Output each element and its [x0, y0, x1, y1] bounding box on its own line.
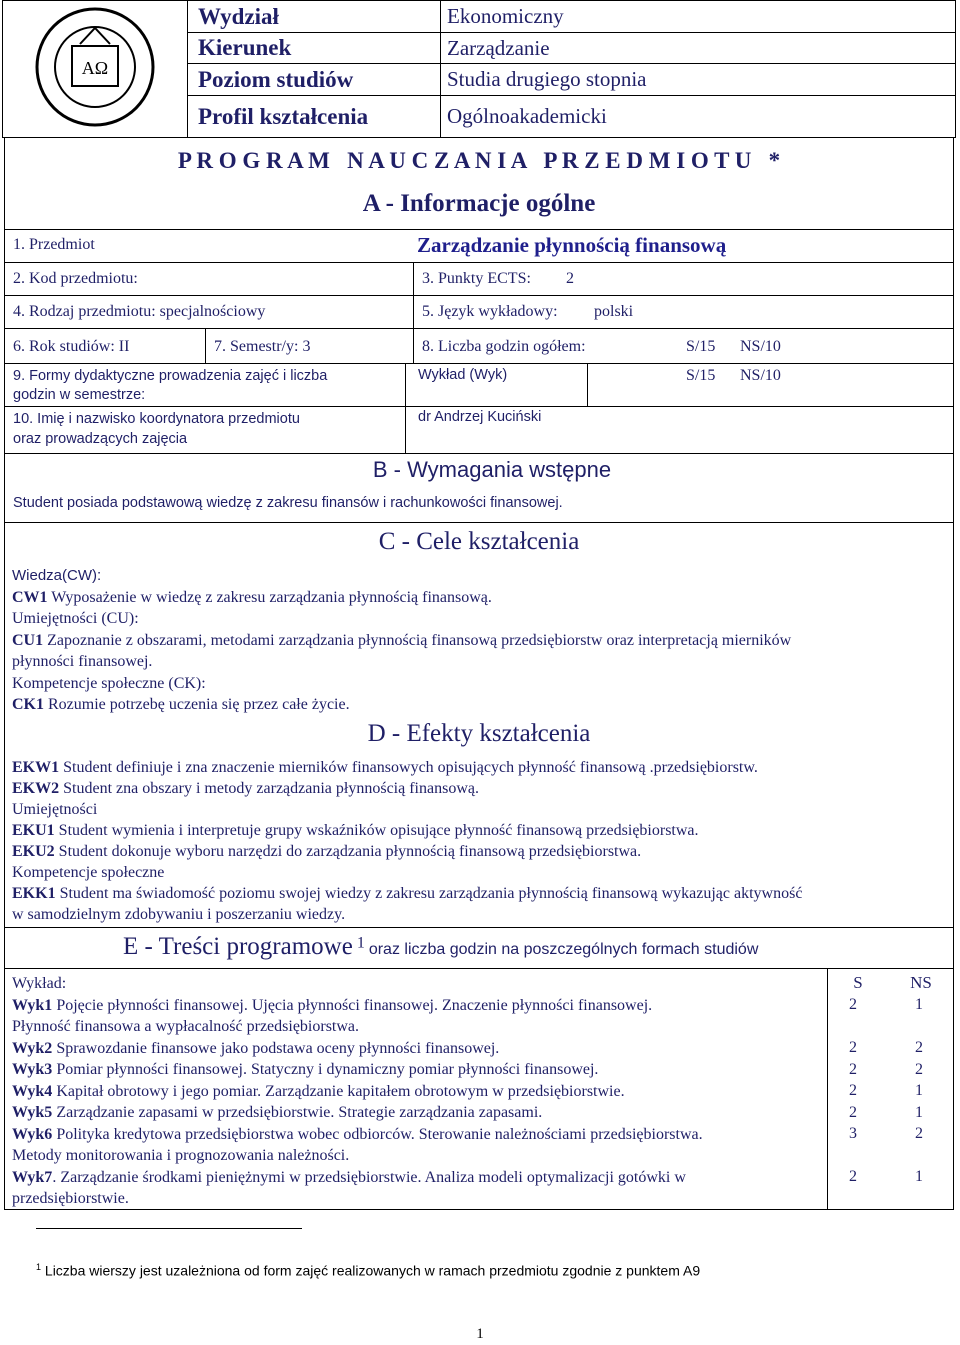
ns-value: 2 [915, 1125, 923, 1142]
list-item: EKK1 Student ma świadomość poziomu swojej wiedzy z zakresu zarządzania płynnością finansową wykazując aktywność [12, 885, 803, 902]
s-value: 2 [849, 1103, 857, 1121]
hours-s: S/15 [686, 338, 716, 355]
ns-value: 2 [915, 1039, 923, 1056]
section-e-title-row [4, 927, 954, 969]
list-item: Kompetencje społeczne (CK): [12, 674, 206, 692]
logo-center: AΩ [81, 57, 109, 78]
section-a-title: A - Informacje ogólne [362, 190, 596, 217]
forms-label-1: 9. Formy dydaktyczne prowadzenia zajęć i liczba [13, 368, 328, 384]
s-value: 2 [849, 996, 857, 1013]
list-item: Umiejętności [12, 801, 98, 818]
table-row-cont: przedsiębiorstwie. [12, 1190, 129, 1207]
footnote-text: Liczba wierszy jest uzależniona od form zajęć realizowanych w ramach przedmiotu zgodnie z punktem A9 [44, 1262, 701, 1279]
section-d-list [12, 757, 802, 925]
faculty-value: Ekonomiczny [447, 4, 564, 28]
field-label: Kierunek [198, 35, 292, 60]
list-item: Umiejętności (CU): [12, 610, 139, 627]
list-item: EKW1 Student definiuje i zna znaczenie mierników finansowych opisujących płynność finansową .przedsiębiorstw. [12, 759, 758, 776]
hours-ns: NS/10 [740, 338, 781, 355]
table-row-cont: Płynność finansowa a wypłacalność przedsiębiorstwa. [12, 1018, 360, 1035]
table-row: Wyk3 Pomiar płynności finansowej. Statyczny i dynamiczny pomiar płynności finansowej. [12, 1061, 599, 1078]
forms-value: Wykład (Wyk) [418, 367, 508, 383]
table-row: Wyk2 Sprawozdanie finansowe jako podstawa oceny płynności finansowej. [12, 1039, 500, 1057]
forms-row [4, 363, 954, 407]
level-value: Studia drugiego stopnia [447, 67, 647, 91]
profile-label: Profil kształcenia [198, 103, 369, 129]
list-item: Kompetencje społeczne [12, 864, 165, 881]
list-item: CK1 Rozumie potrzebę uczenia się przez całe życie. [12, 696, 350, 713]
footnote-separator [36, 1228, 302, 1229]
list-item: EKU2 Student dokonuje wyboru narzędzi do zarządzania płynnością finansową przedsiębiorstwa. [12, 843, 642, 860]
table-row: Wyk7. Zarządzanie środkami pieniężnymi w przedsiębiorstwie. Analiza modeli optymalizacji gotówki w [12, 1168, 686, 1186]
list-item: EKU1 Student wymienia i interpretuje grupy wskaźników opisujące płynność finansową przedsiębiorstwa. [12, 822, 699, 839]
ects-value: 2 [566, 270, 574, 287]
ns-value: 1 [915, 1168, 923, 1185]
program-title: P R O G R A M N A U C Z A N I A P R Z E D M I O T U * [177, 148, 781, 173]
section-c-list [12, 565, 791, 716]
table-row: Wyk1 Pojęcie płynności finansowej. Ujęcia płynności finansowej. Znaczenie płynności finansowej. [12, 996, 653, 1014]
ns-values [888, 994, 950, 1188]
subject-label: 1. Przedmiot [13, 236, 95, 253]
s-value: 3 [849, 1125, 857, 1142]
code-row [4, 262, 954, 296]
col-ns-header: NS [910, 973, 932, 992]
forms-ns: NS/10 [740, 367, 781, 384]
section-b-title: B - Wymagania wstępne [372, 457, 612, 482]
ns-value: 1 [915, 1082, 923, 1099]
faculty-label: Wydział [198, 3, 279, 29]
profile-value: Ogólnoakademicki [447, 104, 607, 128]
field-value: Zarządzanie [447, 35, 550, 60]
program-title-block [4, 138, 954, 230]
s-value: 2 [849, 1168, 857, 1185]
ns-value: 1 [915, 996, 923, 1013]
forms-s: S/15 [686, 367, 716, 384]
year-row [4, 328, 954, 364]
code-label: 2. Kod przedmiotu: [13, 270, 138, 287]
list-item: EKW2 Student zna obszary i metody zarządzania płynnością finansową. [12, 780, 479, 797]
lang-label: 5. Język wykładowy: [422, 303, 558, 320]
table-row: Wyk4 Kapitał obrotowy i jego pomiar. Zarządzanie kapitałem obrotowym w przedsiębiorstwie. [12, 1082, 625, 1100]
section-c-title: C - Cele kształcenia [378, 528, 580, 555]
s-value: 2 [849, 1060, 857, 1078]
subject-row [4, 229, 954, 263]
type-label: 4. Rodzaj przedmiotu: specjalnościowy [13, 303, 266, 320]
semester-label: 7. Semestr/y: 3 [214, 338, 311, 355]
list-item: Wiedza(CW): [12, 567, 102, 584]
page-number: 1 [476, 1326, 484, 1342]
ns-value: 2 [915, 1060, 923, 1078]
footnote: $^1$ Liczba wierszy jest uzależniona od form zajęć realizowanych w ramach przedmiotu zgodnie z punktem A9 [36, 1262, 701, 1279]
coord-label-1: 10. Imię i nazwisko koordynatora przedmiotu [13, 411, 300, 427]
table-row: Wyk5 Zarządzanie zapasami w przedsiębiorstwie. Strategie zarządzania zapasami. [12, 1104, 543, 1121]
subject-value: Zarządzanie płynnością finansową [417, 233, 727, 257]
list-item: płynności finansowej. [12, 653, 153, 670]
section-b [4, 453, 954, 523]
hours-label: 8. Liczba godzin ogółem: [422, 338, 586, 355]
lecture-header: Wykład: [12, 975, 67, 992]
list-item: CU1 Zapoznanie z obszarami, metodami zarządzania płynnością finansową przedsiębiorstw oraz interpretacją mierników [12, 631, 792, 649]
section-e-title: E - Treści programowe $^1$ oraz liczba godzin na poszczególnych formach studiów [123, 933, 759, 960]
table-row-cont: Metody monitorowania i prognozowania należności. [12, 1147, 350, 1164]
s-value: 2 [849, 1082, 857, 1099]
type-row [4, 295, 954, 329]
ns-value: 1 [915, 1103, 923, 1121]
year-label: 6. Rok studiów: II [13, 338, 130, 355]
coord-label-2: oraz prowadzących zajęcia [13, 431, 188, 447]
university-logo-icon [20, 4, 170, 130]
logo-cell [3, 1, 188, 138]
table-row: Wyk6 Polityka kredytowa przedsiębiorstwa wobec odbiorców. Sterowanie należnościami przedsiębiorstwa. [12, 1125, 703, 1143]
col-s-header: S [853, 973, 863, 992]
section-b-text: Student posiada podstawową wiedzę z zakresu finansów i rachunkowości finansowej. [13, 495, 563, 511]
list-item: CW1 Wyposażenie w wiedzę z zakresu zarządzania płynnością finansową. [12, 588, 492, 606]
s-values [826, 994, 880, 1188]
lang-value: polski [594, 303, 634, 320]
lecture-list [12, 973, 812, 1210]
ects-label: 3. Punkty ECTS: [422, 270, 531, 287]
level-label: Poziom studiów [198, 66, 354, 92]
coord-value: dr Andrzej Kuciński [418, 409, 542, 425]
list-item: w samodzielnym zdobywaniu i poszerzaniu wiedzy. [12, 906, 346, 923]
header-table [2, 0, 956, 138]
coordinator-row [4, 406, 954, 454]
s-value: 2 [849, 1039, 857, 1056]
forms-label-2: godzin w semestrze: [13, 387, 146, 403]
section-d-title: D - Efekty kształcenia [367, 720, 591, 747]
